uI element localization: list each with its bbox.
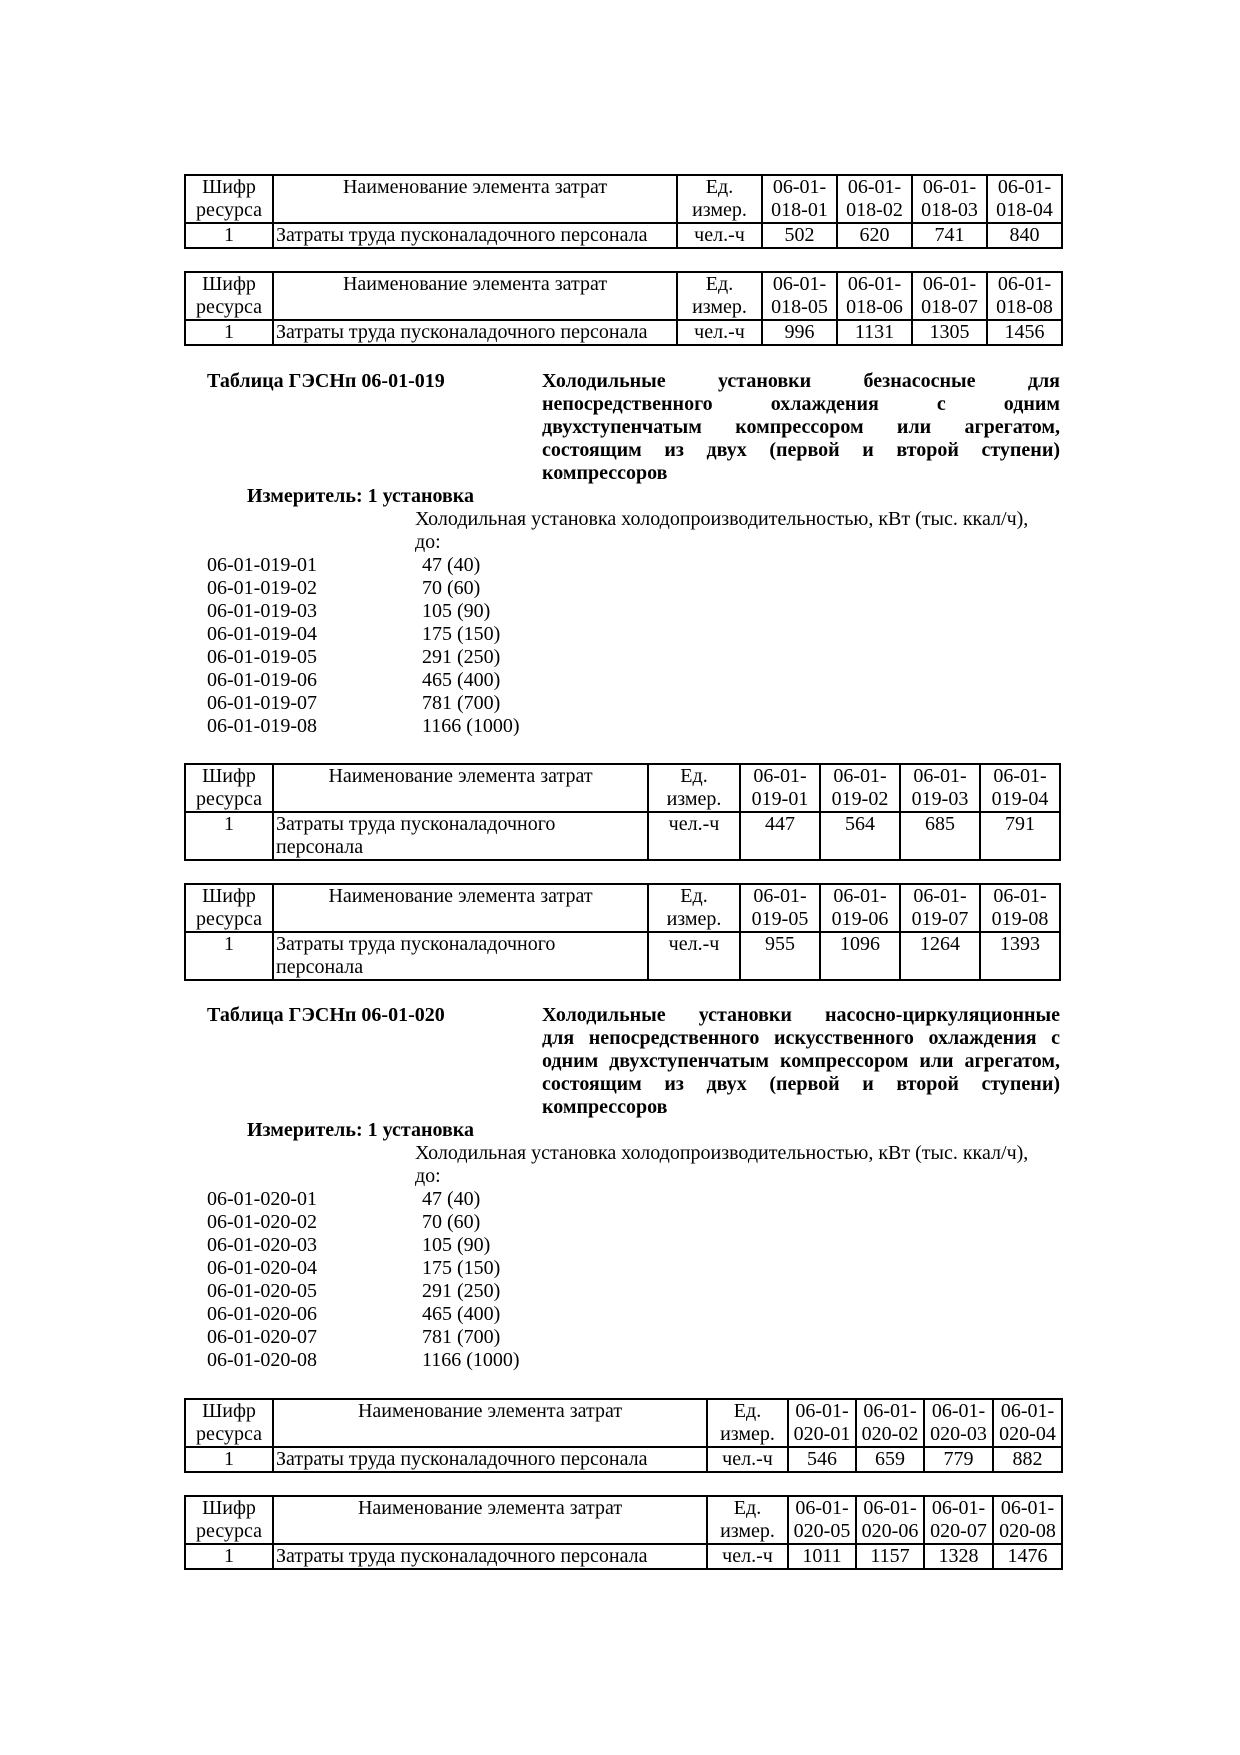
cell-resource-code: 1 bbox=[185, 812, 273, 860]
header-norm-code: 06-01- 019-08 bbox=[980, 884, 1060, 932]
header-cost-element-name: Наименование элемента затрат bbox=[273, 272, 677, 320]
header-cost-element-name: Наименование элемента затрат bbox=[273, 1496, 707, 1544]
header-norm-code: 06-01- 019-07 bbox=[900, 884, 980, 932]
param-line: Холодильная установка холодопроизводительностью, кВт (тыс. ккал/ч), bbox=[415, 508, 1029, 530]
cell-value: 779 bbox=[924, 1447, 993, 1472]
header-norm-code: 06-01- 019-06 bbox=[820, 884, 900, 932]
title-line: компрессоров bbox=[542, 1096, 668, 1118]
norm-list-019 bbox=[207, 554, 607, 738]
resource-table-019-01-04 bbox=[184, 763, 1061, 861]
cell-unit: чел.-ч bbox=[648, 812, 740, 860]
list-item bbox=[207, 1326, 607, 1349]
norm-code: 06-01-020-05 bbox=[207, 1280, 317, 1302]
header-norm-code: 06-01- 019-04 bbox=[980, 764, 1060, 812]
norm-capacity: 175 (150) bbox=[422, 1257, 501, 1279]
param-line: до: bbox=[415, 1165, 441, 1187]
norm-code: 06-01-020-08 bbox=[207, 1349, 317, 1371]
header-norm-code: 06-01- 018-03 bbox=[912, 175, 987, 223]
norm-code: 06-01-020-04 bbox=[207, 1257, 317, 1279]
list-item bbox=[207, 577, 607, 600]
norm-capacity: 47 (40) bbox=[422, 1188, 481, 1210]
cell-value: 546 bbox=[788, 1447, 856, 1472]
cell-value: 1393 bbox=[980, 932, 1060, 980]
title-line: двухступенчатым компрессором или агрегатом, bbox=[542, 416, 1060, 438]
cell-value: 1328 bbox=[924, 1544, 993, 1569]
parameter-description bbox=[415, 1142, 1060, 1188]
norm-code: 06-01-020-03 bbox=[207, 1234, 317, 1256]
title-line: одним двухступенчатым компрессором или агрегатом, bbox=[542, 1050, 1060, 1072]
header-norm-code: 06-01- 020-08 bbox=[993, 1496, 1062, 1544]
cell-unit: чел.-ч bbox=[707, 1447, 788, 1472]
header-unit: Ед. измер. bbox=[707, 1399, 788, 1447]
title-line: для непосредственного искусственного охлаждения с bbox=[542, 1027, 1060, 1049]
header-norm-code: 06-01- 020-03 bbox=[924, 1399, 993, 1447]
cell-value: 564 bbox=[820, 812, 900, 860]
header-norm-code: 06-01- 018-05 bbox=[762, 272, 837, 320]
table-header-row bbox=[185, 884, 1060, 932]
title-line: компрессоров bbox=[542, 462, 668, 484]
norm-code: 06-01-019-01 bbox=[207, 554, 317, 576]
header-norm-code: 06-01- 019-03 bbox=[900, 764, 980, 812]
norm-capacity: 47 (40) bbox=[422, 554, 481, 576]
list-item bbox=[207, 692, 607, 715]
list-item bbox=[207, 1234, 607, 1257]
table-header-row bbox=[185, 1399, 1062, 1447]
cell-unit: чел.-ч bbox=[707, 1544, 788, 1569]
cell-value: 1096 bbox=[820, 932, 900, 980]
list-item bbox=[207, 623, 607, 646]
cell-value: 620 bbox=[837, 223, 912, 248]
cell-value: 659 bbox=[856, 1447, 924, 1472]
list-item bbox=[207, 1188, 607, 1211]
header-resource-code: Шифр ресурса bbox=[185, 1399, 273, 1447]
norm-code: 06-01-019-08 bbox=[207, 715, 317, 737]
cell-cost-element-name: Затраты труда пусконаладочного персонала bbox=[273, 1447, 707, 1472]
cell-value: 1264 bbox=[900, 932, 980, 980]
section-title-019 bbox=[207, 370, 1060, 485]
resource-table-018-05-08 bbox=[184, 271, 1063, 346]
list-item bbox=[207, 600, 607, 623]
norm-code: 06-01-020-07 bbox=[207, 1326, 317, 1348]
cell-resource-code: 1 bbox=[185, 223, 273, 248]
norm-code: 06-01-020-06 bbox=[207, 1303, 317, 1325]
cell-value: 840 bbox=[987, 223, 1062, 248]
norm-capacity: 1166 (1000) bbox=[422, 1349, 520, 1371]
header-unit: Ед. измер. bbox=[648, 884, 740, 932]
header-cost-element-name: Наименование элемента затрат bbox=[273, 764, 648, 812]
resource-table-020-01-04 bbox=[184, 1398, 1063, 1473]
norm-code: 06-01-019-06 bbox=[207, 669, 317, 691]
norm-capacity: 465 (400) bbox=[422, 1303, 501, 1325]
header-norm-code: 06-01- 018-01 bbox=[762, 175, 837, 223]
header-norm-code: 06-01- 018-04 bbox=[987, 175, 1062, 223]
norm-capacity: 781 (700) bbox=[422, 692, 501, 714]
cell-resource-code: 1 bbox=[185, 320, 273, 345]
header-norm-code: 06-01- 020-04 bbox=[993, 1399, 1062, 1447]
title-line: состоящим из двух (первой и второй ступени) bbox=[542, 1073, 1060, 1095]
cell-unit: чел.-ч bbox=[677, 223, 762, 248]
header-norm-code: 06-01- 020-05 bbox=[788, 1496, 856, 1544]
cell-value: 791 bbox=[980, 812, 1060, 860]
cell-resource-code: 1 bbox=[185, 932, 273, 980]
norm-capacity: 70 (60) bbox=[422, 1211, 481, 1233]
title-line: Холодильные установки насосно-циркуляционные bbox=[542, 1004, 1060, 1026]
norm-capacity: 105 (90) bbox=[422, 600, 491, 622]
title-line: непосредственного охлаждения с одним bbox=[542, 393, 1060, 415]
cell-value: 1011 bbox=[788, 1544, 856, 1569]
meter-label: Измеритель: 1 установка bbox=[247, 1119, 474, 1141]
cell-value: 1456 bbox=[987, 320, 1062, 345]
cell-cost-element-name: Затраты труда пусконаладочного персонала bbox=[273, 812, 648, 860]
norm-capacity: 1166 (1000) bbox=[422, 715, 520, 737]
param-line: до: bbox=[415, 531, 441, 553]
header-cost-element-name: Наименование элемента затрат bbox=[273, 175, 677, 223]
header-norm-code: 06-01- 018-02 bbox=[837, 175, 912, 223]
norm-code: 06-01-020-02 bbox=[207, 1211, 317, 1233]
norm-capacity: 465 (400) bbox=[422, 669, 501, 691]
cell-value: 882 bbox=[993, 1447, 1062, 1472]
cell-value: 447 bbox=[740, 812, 820, 860]
cell-resource-code: 1 bbox=[185, 1447, 273, 1472]
list-item bbox=[207, 646, 607, 669]
table-row bbox=[185, 223, 1062, 248]
norm-capacity: 175 (150) bbox=[422, 623, 501, 645]
norm-code: 06-01-019-03 bbox=[207, 600, 317, 622]
norm-capacity: 70 (60) bbox=[422, 577, 481, 599]
header-norm-code: 06-01- 020-02 bbox=[856, 1399, 924, 1447]
header-norm-code: 06-01- 019-05 bbox=[740, 884, 820, 932]
cell-value: 741 bbox=[912, 223, 987, 248]
header-resource-code: Шифр ресурса bbox=[185, 764, 273, 812]
cell-unit: чел.-ч bbox=[677, 320, 762, 345]
norm-code: 06-01-019-07 bbox=[207, 692, 317, 714]
norm-capacity: 781 (700) bbox=[422, 1326, 501, 1348]
table-row bbox=[185, 1447, 1062, 1472]
list-item bbox=[207, 715, 607, 738]
header-resource-code: Шифр ресурса bbox=[185, 1496, 273, 1544]
table-row bbox=[185, 1544, 1062, 1569]
norm-code: 06-01-019-02 bbox=[207, 577, 317, 599]
list-item bbox=[207, 1280, 607, 1303]
norm-list-020 bbox=[207, 1188, 607, 1372]
list-item bbox=[207, 1211, 607, 1234]
parameter-description bbox=[415, 508, 1060, 554]
header-norm-code: 06-01- 020-06 bbox=[856, 1496, 924, 1544]
table-row bbox=[185, 812, 1060, 860]
header-unit: Ед. измер. bbox=[648, 764, 740, 812]
header-norm-code: 06-01- 018-06 bbox=[837, 272, 912, 320]
cell-value: 685 bbox=[900, 812, 980, 860]
cell-value: 1157 bbox=[856, 1544, 924, 1569]
table-row bbox=[185, 932, 1060, 980]
cell-cost-element-name: Затраты труда пусконаладочного персонала bbox=[273, 932, 648, 980]
resource-table-018-01-04 bbox=[184, 174, 1063, 249]
table-header-row bbox=[185, 764, 1060, 812]
cell-value: 1305 bbox=[912, 320, 987, 345]
header-cost-element-name: Наименование элемента затрат bbox=[273, 884, 648, 932]
header-norm-code: 06-01- 019-02 bbox=[820, 764, 900, 812]
cell-cost-element-name: Затраты труда пусконаладочного персонала bbox=[273, 1544, 707, 1569]
param-line: Холодильная установка холодопроизводительностью, кВт (тыс. ккал/ч), bbox=[415, 1142, 1029, 1164]
cell-value: 996 bbox=[762, 320, 837, 345]
norm-code: 06-01-019-05 bbox=[207, 646, 317, 668]
cell-unit: чел.-ч bbox=[648, 932, 740, 980]
norm-code: 06-01-020-01 bbox=[207, 1188, 317, 1210]
header-norm-code: 06-01- 019-01 bbox=[740, 764, 820, 812]
resource-table-020-05-08 bbox=[184, 1495, 1063, 1570]
cell-cost-element-name: Затраты труда пусконаладочного персонала bbox=[273, 320, 677, 345]
norm-capacity: 291 (250) bbox=[422, 646, 501, 668]
norm-capacity: 105 (90) bbox=[422, 1234, 491, 1256]
cell-value: 1131 bbox=[837, 320, 912, 345]
cell-value: 955 bbox=[740, 932, 820, 980]
header-cost-element-name: Наименование элемента затрат bbox=[273, 1399, 707, 1447]
list-item bbox=[207, 1349, 607, 1372]
header-resource-code: Шифр ресурса bbox=[185, 272, 273, 320]
header-resource-code: Шифр ресурса bbox=[185, 884, 273, 932]
list-item bbox=[207, 669, 607, 692]
list-item bbox=[207, 1303, 607, 1326]
title-line: состоящим из двух (первой и второй ступени) bbox=[542, 439, 1060, 461]
resource-table-019-05-08 bbox=[184, 883, 1061, 981]
header-unit: Ед. измер. bbox=[677, 175, 762, 223]
cell-cost-element-name: Затраты труда пусконаладочного персонала bbox=[273, 223, 677, 248]
norm-code: 06-01-019-04 bbox=[207, 623, 317, 645]
header-norm-code: 06-01- 020-01 bbox=[788, 1399, 856, 1447]
table-header-row bbox=[185, 175, 1062, 223]
cell-resource-code: 1 bbox=[185, 1544, 273, 1569]
header-unit: Ед. измер. bbox=[707, 1496, 788, 1544]
table-description bbox=[542, 1004, 1060, 1119]
title-line: Холодильные установки безнасосные для bbox=[542, 370, 1060, 392]
cell-value: 1476 bbox=[993, 1544, 1062, 1569]
section-title-020 bbox=[207, 1004, 1060, 1119]
header-norm-code: 06-01- 020-07 bbox=[924, 1496, 993, 1544]
list-item bbox=[207, 1257, 607, 1280]
table-header-row bbox=[185, 272, 1062, 320]
header-unit: Ед. измер. bbox=[677, 272, 762, 320]
table-number: Таблица ГЭСНп 06-01-020 bbox=[207, 1004, 445, 1026]
norm-capacity: 291 (250) bbox=[422, 1280, 501, 1302]
table-description bbox=[542, 370, 1060, 485]
header-resource-code: Шифр ресурса bbox=[185, 175, 273, 223]
list-item bbox=[207, 554, 607, 577]
header-norm-code: 06-01- 018-07 bbox=[912, 272, 987, 320]
meter-label: Измеритель: 1 установка bbox=[247, 485, 474, 507]
table-header-row bbox=[185, 1496, 1062, 1544]
header-norm-code: 06-01- 018-08 bbox=[987, 272, 1062, 320]
table-row bbox=[185, 320, 1062, 345]
table-number: Таблица ГЭСНп 06-01-019 bbox=[207, 370, 445, 392]
cell-value: 502 bbox=[762, 223, 837, 248]
